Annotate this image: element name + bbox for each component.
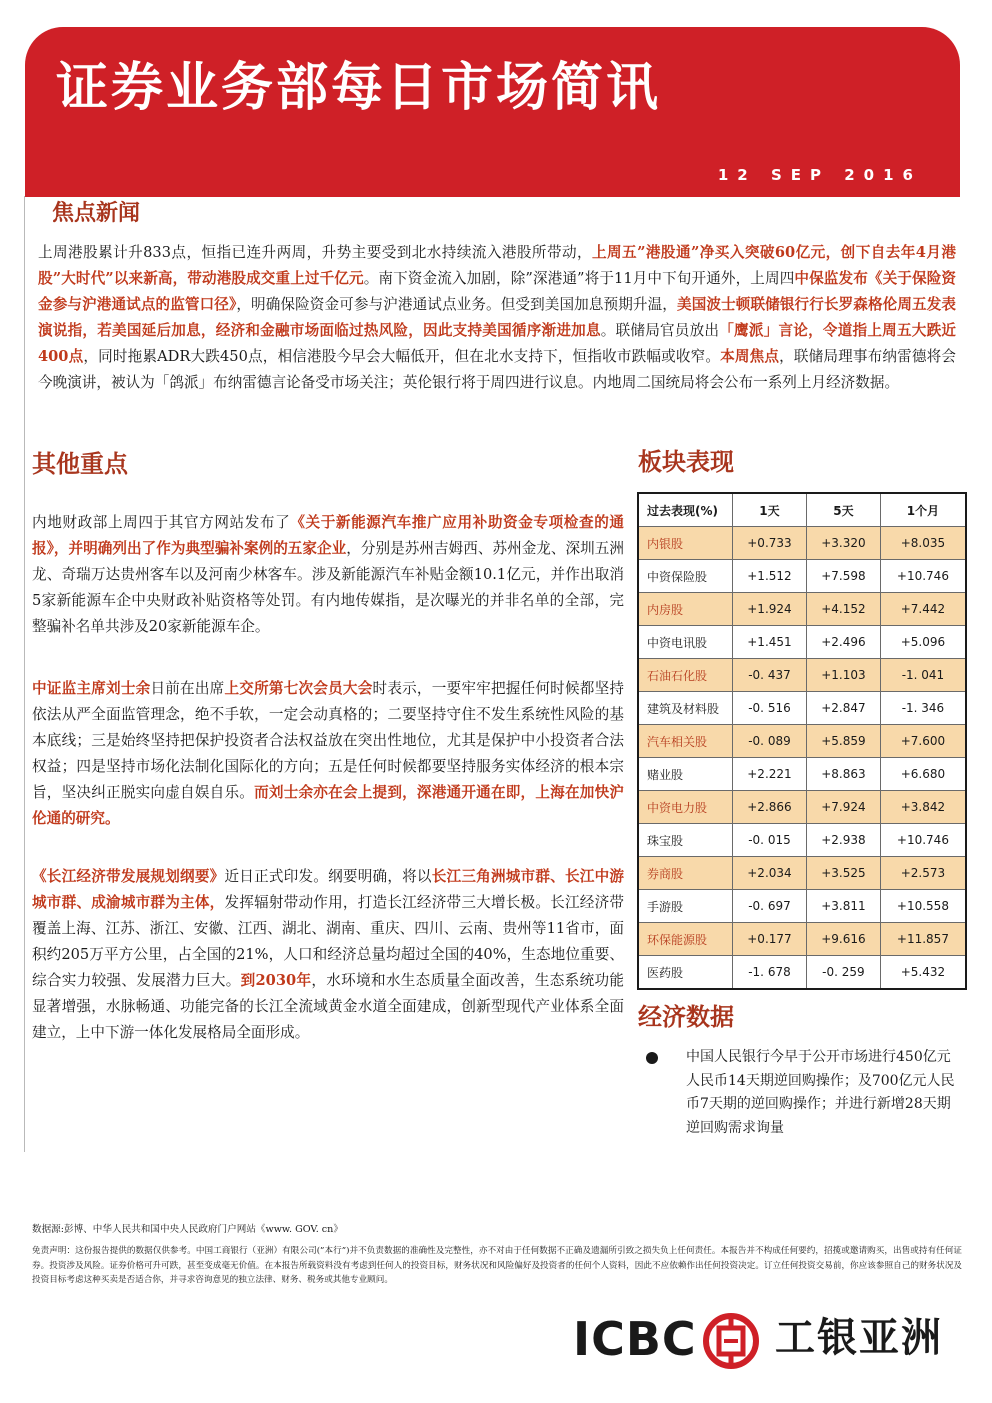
change-1m: +5.432 [880,956,966,990]
change-1d: +1.512 [733,560,807,593]
highlighted-text: 中保监发布《关于保险资金参与沪港通试点的监管口径》 [38,270,956,313]
sector-name: 汽车相关股 [638,725,733,758]
text-segment: 。联储局官员放出 [600,322,720,339]
text-segment: 近日正式印发。纲要明确，将以 [224,868,432,885]
change-1d: +2.221 [733,758,807,791]
change-1d: +1.924 [733,593,807,626]
highlighted-text: 《关于新能源汽车推广应用补助资金专项检查的通报》，并明确列出了作为典型骗补案例的五家企业 [32,514,624,557]
sector-performance-table [637,492,967,990]
change-5d: +5.859 [806,725,880,758]
sector-name: 中资保险股 [638,560,733,593]
sector-name: 中资电讯股 [638,626,733,659]
highlighted-text: 「鹰派」言论，令道指上周五大跌近400点 [38,322,956,365]
sector-name: 内房股 [638,593,733,626]
change-5d: +1.103 [806,659,880,692]
change-1m: +10.746 [880,824,966,857]
focus-news-title: 焦点新闻 [52,201,141,226]
change-1m: -1. 346 [880,692,966,725]
table-header-row [638,493,966,527]
table-row [638,791,966,824]
table-row [638,956,966,990]
change-5d: +8.863 [806,758,880,791]
sector-name: 赌业股 [638,758,733,791]
change-1m: +11.857 [880,923,966,956]
table-row [638,527,966,560]
column-header-1m: 1个月 [880,493,966,527]
icbc-logo-text: ICBC [573,1312,697,1366]
focus-news-paragraph [38,240,956,396]
change-5d: +7.598 [806,560,880,593]
sector-performance-title: 板块表现 [638,448,734,476]
text-segment: 上周港股累计升833点，恒指已连升两周，升势主要受到北水持续流入港股所带动， [38,244,593,261]
table-row [638,659,966,692]
data-source: 数据源:彭博、中华人民共和国中央人民政府门户网站《www. GOV. cn》 [32,1224,343,1235]
highlighted-text: 美国波士顿联储银行行长罗森格伦周五发表演说指，若美国延后加息，经济和金融市场面临过热风险，因此支持美国循序渐进加息 [38,296,956,339]
bullet-icon [646,1052,658,1064]
change-1d: +2.034 [733,857,807,890]
table-row [638,593,966,626]
change-1d: -0. 015 [733,824,807,857]
sector-name: 中资电力股 [638,791,733,824]
change-5d: +3.811 [806,890,880,923]
change-1d: +0.177 [733,923,807,956]
sector-name: 环保能源股 [638,923,733,956]
table-row [638,890,966,923]
change-1d: +0.733 [733,527,807,560]
text-segment: 日前在出席 [150,680,225,697]
change-1d: -0. 697 [733,890,807,923]
table-row [638,857,966,890]
highlighted-text: 上交所第七次会员大会 [224,680,373,697]
change-1m: +2.573 [880,857,966,890]
page-title: 证券业务部每日市场简讯 [56,58,662,118]
change-1m: +10.558 [880,890,966,923]
change-1m: +8.035 [880,527,966,560]
change-1d: +1.451 [733,626,807,659]
sector-name: 券商股 [638,857,733,890]
change-5d: +3.320 [806,527,880,560]
text-segment: 时表示，一要牢牢把握任何时候都坚持依法从严全面监管理念，绝不手软，一定会动真格的；二要坚持守住不发生系统性风险的基本底线；三是始终坚持把保护投资者合法权益放在突出性地位，尤其是保护中小投资者合法权益；四是坚持市场化法制化国际化的方向；五是任何时候都要坚持服务实体经济的根本宗旨，坚决纠正脱实向虚自娱自乐。 [32,680,624,801]
change-1m: +7.600 [880,725,966,758]
other-paragraph-csrc [32,676,624,832]
column-header-period: 过去表现(%) [638,493,733,527]
text-segment: 发挥辐射带动作用，打造长江经济带三大增长极。长江经济带覆盖上海、江苏、浙江、安徽、江西、湖北、湖南、重庆、四川、云南、贵州等11省市，面积约205万平方公里，占全国的21%，人口和经济总量均超过全国的40%，生态地位重要、综合实力较强、发展潜力巨大。 [32,894,624,989]
text-segment: ，水环境和水生态质量全面改善，生态系统功能显著增强，水脉畅通、功能完备的长江全流域黄金水道全面建成，创新型现代产业体系全面建立，上中下游一体化发展格局全面形成。 [32,972,624,1041]
change-1d: -1. 678 [733,956,807,990]
report-date: 12 SEP 2016 [717,166,922,184]
icbc-asia-logo-text: 工银亚洲 [775,1315,943,1361]
change-5d: +3.525 [806,857,880,890]
text-segment: ，明确保险资金可参与沪港通试点业务。但受到美国加息预期升温， [236,296,677,313]
sector-name: 石油石化股 [638,659,733,692]
column-header-1d: 1天 [733,493,807,527]
change-1d: -0. 516 [733,692,807,725]
change-1m: -1. 041 [880,659,966,692]
text-segment: 内地财政部上周四于其官方网站发布了 [32,514,291,531]
icbc-logo-icon [703,1313,759,1369]
change-5d: +2.847 [806,692,880,725]
highlighted-text: 而刘士余亦在会上提到，深港通开通在即，上海在加快沪伦通的研究。 [32,784,624,827]
highlighted-text: 到2030年 [240,972,312,989]
change-1d: -0. 089 [733,725,807,758]
economic-data-title: 经济数据 [638,1003,734,1031]
change-5d: -0. 259 [806,956,880,990]
change-5d: +2.938 [806,824,880,857]
change-1m: +10.746 [880,560,966,593]
column-header-5d: 5天 [806,493,880,527]
text-segment: ，联储局理事布纳雷德将会今晚演讲，被认为「鸽派」布纳雷德言论备受市场关注；英伦银行将于周四进行议息。内地周二国统局将会公布一系列上月经济数据。 [38,348,956,391]
change-5d: +2.496 [806,626,880,659]
table-row [638,692,966,725]
table-row [638,923,966,956]
disclaimer: 免责声明：这份报告提供的数据仅供参考。中国工商银行（亚洲）有限公司(”本行”)并不负责数据的准确性及完整性，亦不对由于任何数据不正确及遗漏所引致之损失负上任何责任。本报告并不构成任何要约，招揽或邀请购买，出售或持有任何证券。投资涉及风险。证券价格可升可跌，甚至变成毫无价值。在本报告所载资料没有考虑到任何人的投资目标，财务状况和风险偏好及投资者的任何个人资料，因此不应依赖作出任何投资决定。订立任何投资交易前，你应该参照自己的财务状况及投资目标考虑这种买卖是否适合你，并寻求咨询意见的独立法律、财务、税务或其他专业顾问。 [32,1246,962,1285]
table-row [638,626,966,659]
highlighted-text: 《长江经济带发展规划纲要》 [32,868,225,885]
other-paragraph-yangtze [32,864,624,1046]
table-row [638,758,966,791]
text-segment: ，分别是苏州吉姆西、苏州金龙、深圳五洲龙、奇瑞万达贵州客车以及河南少林客车。涉及新能源汽车补贴金额10.1亿元，并作出取消5家新能源车企中央财政补贴资格等处罚。有内地传媒指，是次曝光的并非名单的全部，完整骗补名单共涉及20家新能源车企。 [32,540,624,635]
sector-name: 内银股 [638,527,733,560]
change-1m: +6.680 [880,758,966,791]
highlighted-text: 中证监主席刘士余 [32,680,151,697]
other-highlights-title: 其他重点 [32,450,128,478]
table-row [638,560,966,593]
table-row [638,824,966,857]
change-5d: +7.924 [806,791,880,824]
change-5d: +9.616 [806,923,880,956]
sector-name: 建筑及材料股 [638,692,733,725]
highlighted-text: 长江三角洲城市群、长江中游城市群、成渝城市群为主体， [32,868,624,911]
left-divider [24,196,25,1152]
change-1d: +2.866 [733,791,807,824]
text-segment: ，同时拖累ADR大跌450点，相信港股今早会大幅低开，但在北水支持下，恒指收市跌幅或收窄。 [83,348,721,365]
sector-table-body [638,527,966,990]
economic-data-item: 中国人民银行今早于公开市场进行450亿元人民币14天期逆回购操作；及700亿元人民币7天期的逆回购操作；并进行新增28天期逆回购需求询量 [686,1049,955,1136]
change-1m: +5.096 [880,626,966,659]
change-1m: +7.442 [880,593,966,626]
highlighted-text: 本周焦点 [720,348,780,365]
sector-name: 珠宝股 [638,824,733,857]
change-1d: -0. 437 [733,659,807,692]
other-paragraph-ev-subsidy [32,510,624,640]
sector-name: 手游股 [638,890,733,923]
change-5d: +4.152 [806,593,880,626]
sector-name: 医药股 [638,956,733,990]
text-segment: 。南下资金流入加剧，除”深港通”将于11月中下旬开通外，上周四 [363,270,795,287]
highlighted-text: 上周五”港股通”净买入突破60亿元，创下自去年4月港股”大时代”以来新高，带动港股成交重上过千亿元 [38,244,956,287]
table-row [638,725,966,758]
change-1m: +3.842 [880,791,966,824]
